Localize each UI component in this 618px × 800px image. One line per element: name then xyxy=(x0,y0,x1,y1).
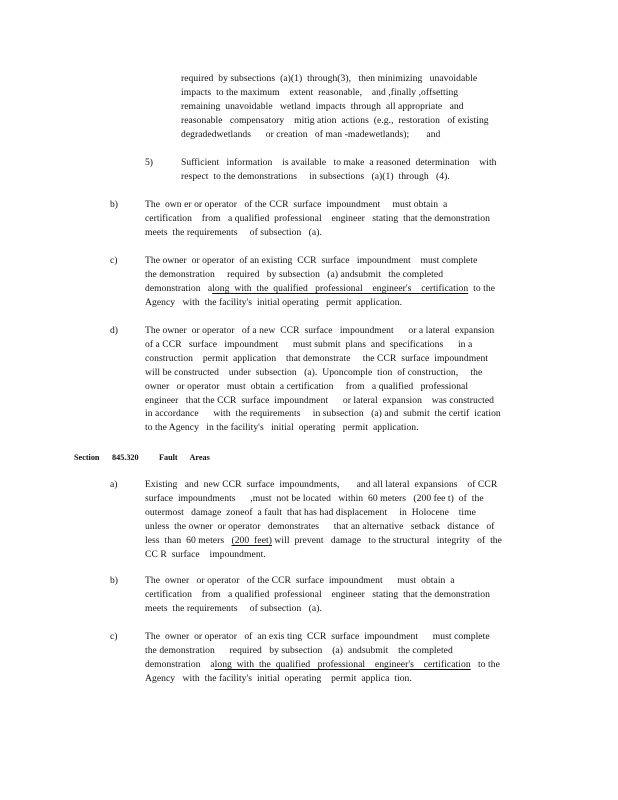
text-line: The owner or operator of a new CCR surface impoundment or a lateral expansion xyxy=(145,325,495,336)
underlined-insertion: long with the qualified professional engineer's certification xyxy=(214,658,471,670)
text-line: The owner or operator of an exis ting CCR surface impoundment must complete xyxy=(145,631,490,642)
text-line: of a CCR surface impoundment must submit plans and specifications in a xyxy=(145,338,473,350)
text-line: required by subsections (a)(1) through(3), then minimizing unavoidable xyxy=(181,73,478,84)
section-number: 845.320 xyxy=(112,453,139,462)
text-line: Agency with the facility's initial operating permit applica tion. xyxy=(145,672,412,684)
text-line: meets the requirements of subsection (a). xyxy=(145,226,322,238)
item-d-new-impoundment xyxy=(145,324,501,435)
text-line: the demonstration required by subsection (a) andsubmit the completed xyxy=(145,268,444,280)
text-line: owner or operator must obtain a certification from a qualified professional xyxy=(145,380,469,392)
item-marker: c) xyxy=(110,631,118,642)
item-marker: c) xyxy=(110,255,118,266)
item-c-fault-existing xyxy=(145,630,500,686)
underlined-insertion: (200 feet) xyxy=(231,534,272,546)
text-line: certification from a qualified professional engineer stating that the demonstration xyxy=(145,588,490,600)
text-line: construction permit application that demonstrate the CCR surface impoundment xyxy=(145,352,489,364)
text-segment: less than 60 meters xyxy=(145,534,232,546)
item-b-fault-certification xyxy=(145,574,490,616)
text-line: meets the requirements of subsection (a). xyxy=(145,602,322,614)
text-line: Sufficient information is available to make a reasoned determination with xyxy=(181,157,497,168)
text-line: will be constructed under subsection (a). Uponcomple tion of construction, the xyxy=(145,366,483,378)
item-marker: d) xyxy=(110,325,118,336)
item-a-fault-areas xyxy=(145,478,502,561)
text-line: Agency with the facility's initial operating permit application. xyxy=(145,296,403,308)
text-line: degradedwetlands or creation of man -madewetlands); and xyxy=(181,128,441,140)
text-line: to the Agency in the facility's initial operating permit application. xyxy=(145,422,419,434)
text-line: surface impoundments ,must not be located within 60 meters (200 fee t) of the xyxy=(145,492,484,504)
item-marker: a) xyxy=(110,479,118,490)
text-line: certification from a qualified professional engineer stating that the demonstration xyxy=(145,212,490,224)
text-line: Existing and new CCR surface impoundments, and all lateral expansions of CCR xyxy=(145,479,498,490)
text-line: The own er or operator of the CCR surface impoundment must obtain a xyxy=(145,199,448,210)
item-marker: 5) xyxy=(145,157,153,168)
item-a3-continuation xyxy=(181,72,489,142)
item-marker: b) xyxy=(110,575,118,586)
item-marker: b) xyxy=(110,199,118,210)
text-line xyxy=(145,658,500,672)
text-line: engineer that the CCR surface impoundment or lateral expansion was constructed xyxy=(145,394,495,406)
section-label: Section xyxy=(74,453,100,462)
item-b-certification xyxy=(145,198,490,240)
section-title: Fault Areas xyxy=(159,453,210,462)
text-segment: to the xyxy=(468,282,496,294)
text-line: unless the owner or operator demonstrates that an alternative setback distance of xyxy=(145,520,495,532)
underlined-insertion: long with the qualified professional engineer's certification xyxy=(212,282,469,294)
text-line: CC R surface impoundment. xyxy=(145,548,266,560)
text-line xyxy=(145,282,495,296)
text-line: outermost damage zoneof a fault that has had displacement in Holocene time xyxy=(145,506,476,518)
text-segment: demonstration a xyxy=(145,658,215,670)
text-line: in accordance with the requirements in subsection (a) and submit the certif ication xyxy=(145,408,501,420)
text-line: impacts to the maximum extent reasonable, and ,finally ,offsetting xyxy=(181,86,459,98)
item-5 xyxy=(181,156,497,184)
text-line: The owner or operator of an existing CCR surface impoundment must complete xyxy=(145,255,478,266)
item-c-existing-impoundment xyxy=(145,254,495,310)
text-line: The owner or operator of the CCR surface impoundment must obtain a xyxy=(145,575,455,586)
text-line: remaining unavoidable wetland impacts through all appropriate and xyxy=(181,100,464,112)
text-segment: demonstration a xyxy=(145,282,213,294)
text-segment: will prevent damage to the structural integrity of the xyxy=(271,534,502,546)
text-line: the demonstration required by subsection (a) andsubmit the completed xyxy=(145,644,453,656)
text-line: reasonable compensatory mitig ation actions (e.g., restoration of existing xyxy=(181,114,489,126)
text-line: respect to the demonstrations in subsections (a)(1) through (4). xyxy=(181,170,450,182)
text-line xyxy=(145,534,502,548)
text-segment: to the xyxy=(470,658,500,670)
